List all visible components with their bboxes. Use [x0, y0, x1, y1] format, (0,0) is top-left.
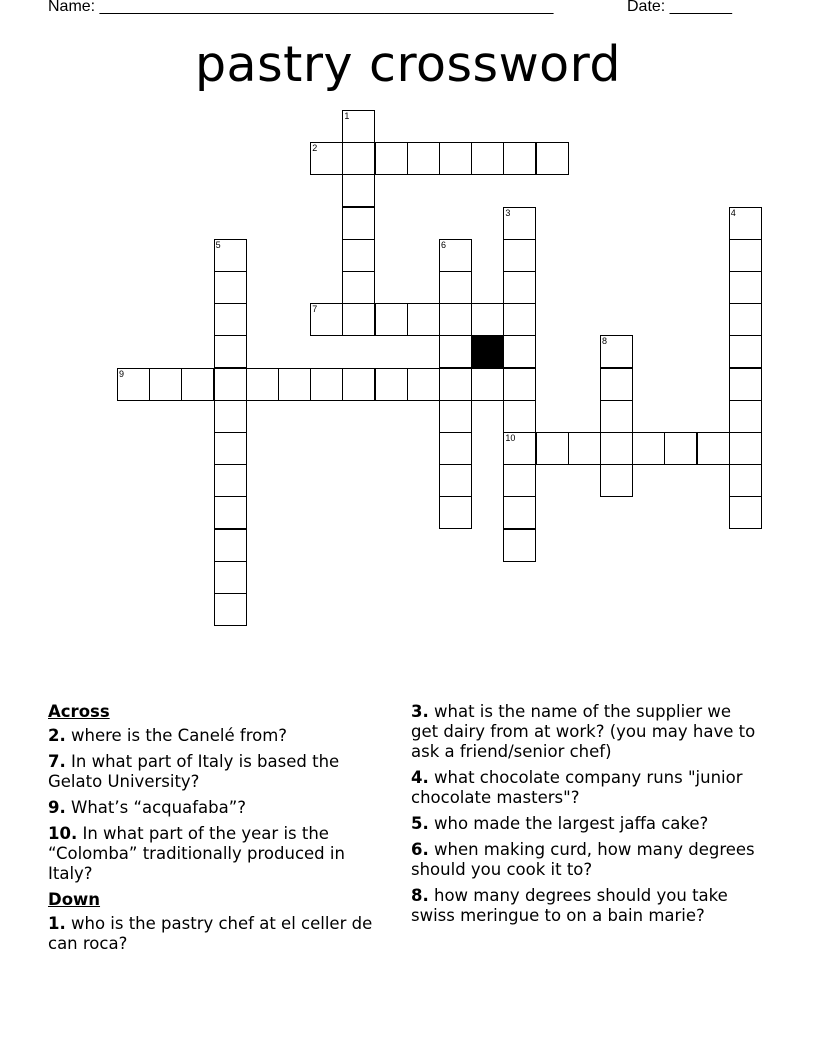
- crossword-cell[interactable]: [471, 368, 504, 401]
- clue-number: 2: [312, 143, 318, 154]
- crossword-cell[interactable]: [600, 432, 633, 465]
- crossword-cell[interactable]: [214, 335, 247, 368]
- clue-text: when making curd, how many degrees should you cook it to?: [411, 840, 755, 879]
- crossword-cell[interactable]: [310, 303, 343, 336]
- crossword-cell[interactable]: [439, 271, 472, 304]
- crossword-cell[interactable]: [503, 432, 536, 465]
- crossword-cell[interactable]: [375, 368, 408, 401]
- crossword-cell[interactable]: [214, 496, 247, 529]
- crossword-cell[interactable]: [214, 464, 247, 497]
- crossword-cell[interactable]: [729, 207, 762, 240]
- clue-text: In what part of Italy is based the Gelato University?: [48, 752, 340, 791]
- date-line: Date: _______: [627, 0, 732, 15]
- name-line: Name: ___________________________________________________: [48, 0, 554, 15]
- crossword-cell[interactable]: [181, 368, 214, 401]
- clue-number: 3: [505, 207, 511, 218]
- clue-number: 6.: [411, 840, 429, 859]
- crossword-cell[interactable]: [503, 303, 536, 336]
- crossword-cell[interactable]: [214, 368, 247, 401]
- clue-number: 7.: [48, 752, 66, 771]
- crossword-cell[interactable]: [439, 368, 472, 401]
- crossword-cell[interactable]: [503, 496, 536, 529]
- crossword-cell[interactable]: [632, 432, 665, 465]
- clue-number: 10.: [48, 824, 78, 843]
- clue-text: who made the largest jaffa cake?: [434, 814, 709, 833]
- clue-number: 4.: [411, 768, 429, 787]
- crossword-cell[interactable]: [278, 368, 311, 401]
- clue-number: 9: [119, 368, 125, 379]
- crossword-cell[interactable]: [536, 142, 569, 175]
- crossword-cell[interactable]: [149, 368, 182, 401]
- crossword-cell[interactable]: [375, 303, 408, 336]
- clue-item: [48, 914, 393, 954]
- crossword-cell[interactable]: [729, 432, 762, 465]
- clue-item: [411, 886, 761, 926]
- crossword-cell[interactable]: [600, 400, 633, 433]
- clue-text: What’s “acquafaba”?: [71, 798, 247, 817]
- crossword-cell[interactable]: [342, 207, 375, 240]
- clue-text: where is the Canelé from?: [71, 726, 288, 745]
- across-heading: Across: [48, 702, 110, 721]
- clue-text: how many degrees should you take swiss meringue to on a bain marie?: [411, 886, 728, 925]
- page-title: pastry crossword: [194, 36, 622, 93]
- clue-number: 9.: [48, 798, 66, 817]
- crossword-cell[interactable]: [503, 271, 536, 304]
- crossword-cell[interactable]: [375, 142, 408, 175]
- crossword-cell[interactable]: [503, 207, 536, 240]
- crossword-cell[interactable]: [439, 239, 472, 272]
- crossword-cell[interactable]: [439, 142, 472, 175]
- crossword-cell[interactable]: [342, 174, 375, 207]
- crossword-cell[interactable]: [342, 142, 375, 175]
- crossword-cell[interactable]: [503, 335, 536, 368]
- down-heading: Down: [48, 890, 101, 909]
- clue-item: [48, 798, 393, 818]
- crossword-cell[interactable]: [729, 271, 762, 304]
- crossword-cell[interactable]: [729, 368, 762, 401]
- clue-item: [48, 726, 393, 746]
- crossword-cell[interactable]: [214, 561, 247, 594]
- clues-right-column: [411, 702, 761, 932]
- clue-number: 5.: [411, 814, 429, 833]
- clue-text: what is the name of the supplier we get dairy from at work? (you may have to ask a friend/senior chef): [411, 702, 756, 761]
- crossword-cell[interactable]: [439, 303, 472, 336]
- crossword-cell[interactable]: [697, 432, 730, 465]
- crossword-cell[interactable]: [342, 110, 375, 143]
- clue-item: [411, 702, 761, 762]
- crossword-cell[interactable]: [214, 239, 247, 272]
- crossword-cell[interactable]: [536, 432, 569, 465]
- crossword-cell[interactable]: [342, 368, 375, 401]
- clue-number: 8.: [411, 886, 429, 905]
- crossword-cell[interactable]: [214, 529, 247, 562]
- crossword-cell[interactable]: [729, 400, 762, 433]
- crossword-cell[interactable]: [729, 496, 762, 529]
- crossword-cell[interactable]: [214, 303, 247, 336]
- clue-item: [411, 814, 761, 834]
- crossword-cell[interactable]: [439, 335, 472, 368]
- clue-number: 6: [441, 239, 447, 250]
- clue-number: 3.: [411, 702, 429, 721]
- crossword-cell[interactable]: [503, 368, 536, 401]
- crossword-cell[interactable]: [503, 464, 536, 497]
- clue-text: what chocolate company runs "junior chocolate masters"?: [411, 768, 743, 807]
- crossword-cell[interactable]: [214, 271, 247, 304]
- clue-number: 8: [602, 336, 608, 347]
- clue-number: 1.: [48, 914, 66, 933]
- clue-text: who is the pastry chef at el celler de can roca?: [48, 914, 373, 953]
- clue-text: In what part of the year is the “Colomba” traditionally produced in Italy?: [48, 824, 345, 883]
- crossword-cell[interactable]: [729, 335, 762, 368]
- clues-left-column: [48, 702, 393, 960]
- clue-number: 10: [505, 433, 516, 443]
- clue-number: 7: [312, 304, 318, 315]
- down-clue-list: [48, 914, 393, 954]
- crossword-cell[interactable]: [342, 239, 375, 272]
- crossword-cell[interactable]: [214, 593, 247, 626]
- clue-number: 2.: [48, 726, 66, 745]
- crossword-cell[interactable]: [664, 432, 697, 465]
- crossword-cell[interactable]: [503, 400, 536, 433]
- crossword-cell[interactable]: [600, 368, 633, 401]
- crossword-cell[interactable]: [407, 142, 440, 175]
- clue-number: 1: [344, 111, 350, 121]
- blocked-cell: [471, 335, 504, 368]
- crossword-cell[interactable]: [214, 400, 247, 433]
- crossword-cell[interactable]: [503, 529, 536, 562]
- crossword-cell[interactable]: [471, 303, 504, 336]
- crossword-cell[interactable]: [729, 303, 762, 336]
- crossword-cell[interactable]: [439, 464, 472, 497]
- crossword-cell[interactable]: [600, 335, 633, 368]
- crossword-cell[interactable]: [407, 303, 440, 336]
- clue-number: 5: [215, 239, 221, 250]
- clue-item: [411, 840, 761, 880]
- across-clue-list: [48, 726, 393, 884]
- crossword-cell[interactable]: [246, 368, 279, 401]
- crossword-cell[interactable]: [342, 303, 375, 336]
- crossword-cell[interactable]: [568, 432, 601, 465]
- crossword-cell[interactable]: [503, 239, 536, 272]
- crossword-cell[interactable]: [503, 142, 536, 175]
- crossword-cell[interactable]: [600, 464, 633, 497]
- clue-item: [48, 752, 393, 792]
- crossword-cell[interactable]: [439, 496, 472, 529]
- crossword-cell[interactable]: [310, 142, 343, 175]
- crossword-cell[interactable]: [439, 432, 472, 465]
- crossword-cell[interactable]: [310, 368, 343, 401]
- crossword-cell[interactable]: [439, 400, 472, 433]
- clue-number: 4: [730, 207, 736, 218]
- clue-item: [411, 768, 761, 808]
- crossword-cell[interactable]: [729, 239, 762, 272]
- crossword-cell[interactable]: [214, 432, 247, 465]
- crossword-cell[interactable]: [407, 368, 440, 401]
- clue-item: [48, 824, 393, 884]
- down-clue-list-continued: [411, 702, 761, 926]
- crossword-cell[interactable]: [117, 368, 150, 401]
- crossword-cell[interactable]: [342, 271, 375, 304]
- crossword-cell[interactable]: [471, 142, 504, 175]
- crossword-cell[interactable]: [729, 464, 762, 497]
